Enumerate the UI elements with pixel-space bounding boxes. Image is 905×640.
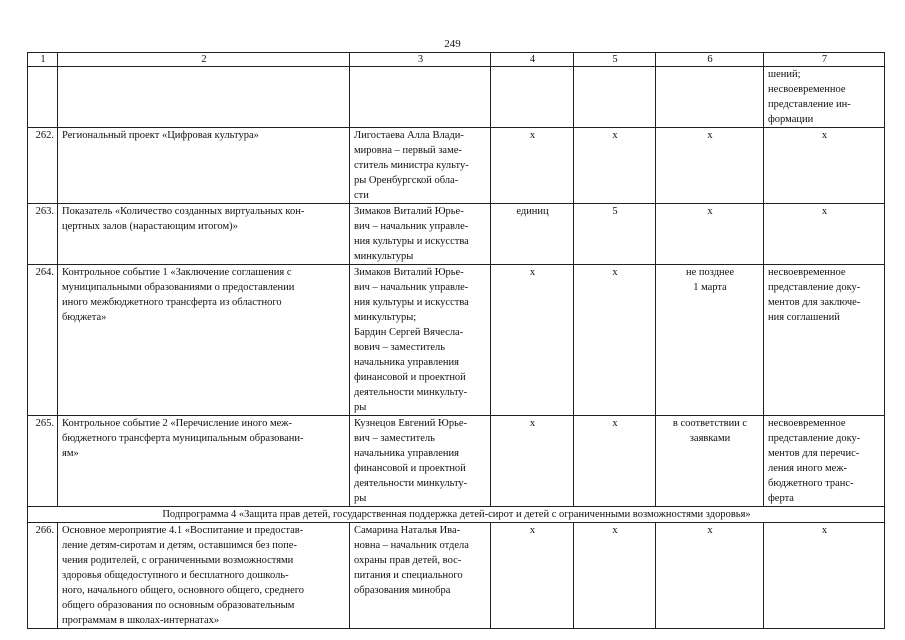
row-term: в соответствии с заявками (656, 416, 764, 507)
subprogram-row (28, 507, 885, 523)
subprogram-heading: Подпрограмма 4 «Защита прав детей, государственная поддержка детей-сирот и детей с ограниченными возможностями здоровья» (28, 507, 885, 523)
row-name: Контрольное событие 2 «Перечисление иного меж- бюджетного трансферта муниципальным образовани- ям» (58, 416, 350, 507)
row-risk: х (764, 128, 885, 204)
row-risk: х (764, 204, 885, 265)
row-term: х (656, 523, 764, 629)
header-cell: 3 (350, 53, 491, 67)
row-unit (491, 67, 574, 128)
row-unit: х (491, 265, 574, 416)
header-cell: 7 (764, 53, 885, 67)
table-row (28, 265, 885, 416)
row-term: х (656, 204, 764, 265)
row-responsible: Лигостаева Алла Влади- мировна – первый заме- ститель министра культу- ры Оренбургской обла- сти (350, 128, 491, 204)
row-name: Показатель «Количество созданных виртуальных кон- цертных залов (нарастающим итогом)» (58, 204, 350, 265)
row-name: Основное мероприятие 4.1 «Воспитание и предостав- ление детям-сиротам и детям, оставшимся без попе- чения родителей, с ограниченными возможностями здоровья общедоступного и бесплатного дошколь- ного, начального общего, основного общего, среднего общего образования по основным образовательным программам в школах-интернатах» (58, 523, 350, 629)
row-name: Региональный проект «Цифровая культура» (58, 128, 350, 204)
row-name (58, 67, 350, 128)
table-row (28, 128, 885, 204)
row-risk: шений; несвоевременное представление ин- формации (764, 67, 885, 128)
header-cell: 2 (58, 53, 350, 67)
row-value (574, 67, 656, 128)
row-unit: х (491, 128, 574, 204)
table-row (28, 67, 885, 128)
row-value: х (574, 128, 656, 204)
row-risk: х (764, 523, 885, 629)
row-responsible: Самарина Наталья Ива- новна – начальник отдела охраны прав детей, вос- питания и специального образования минобра (350, 523, 491, 629)
header-cell: 4 (491, 53, 574, 67)
row-value: х (574, 523, 656, 629)
row-term (656, 67, 764, 128)
table-row (28, 416, 885, 507)
row-number (28, 67, 58, 128)
row-value: 5 (574, 204, 656, 265)
row-number: 264. (28, 265, 58, 416)
header-cell: 5 (574, 53, 656, 67)
row-unit: х (491, 416, 574, 507)
header-row (28, 53, 885, 67)
header-cell: 1 (28, 53, 58, 67)
row-number: 265. (28, 416, 58, 507)
header-cell: 6 (656, 53, 764, 67)
row-value: х (574, 416, 656, 507)
table-row (28, 523, 885, 629)
row-term: не позднее 1 марта (656, 265, 764, 416)
row-responsible (350, 67, 491, 128)
row-name: Контрольное событие 1 «Заключение соглашения с муниципальными образованиями о предоставлении иного межбюджетного трансферта из областного бюджета» (58, 265, 350, 416)
row-number: 263. (28, 204, 58, 265)
row-responsible: Зимаков Виталий Юрье- вич – начальник управле- ния культуры и искусства минкультуры (350, 204, 491, 265)
document-table (27, 52, 885, 629)
row-responsible: Зимаков Виталий Юрье- вич – начальник управле- ния культуры и искусства минкультуры; Бардин Сергей Вячесла- вович – заместитель начальника управления финансовой и проектной деятельности минкульту- ры (350, 265, 491, 416)
row-risk: несвоевременное представление доку- ментов для перечис- ления иного меж- бюджетного транс- ферта (764, 416, 885, 507)
row-unit: х (491, 523, 574, 629)
row-unit: единиц (491, 204, 574, 265)
page-number: 249 (444, 38, 461, 50)
row-term: х (656, 128, 764, 204)
row-value: х (574, 265, 656, 416)
row-number: 262. (28, 128, 58, 204)
row-responsible: Кузнецов Евгений Юрье- вич – заместитель начальника управления финансовой и проектной деятельности минкульту- ры (350, 416, 491, 507)
row-number: 266. (28, 523, 58, 629)
table-row (28, 204, 885, 265)
row-risk: несвоевременное представление доку- ментов для заключе- ния соглашений (764, 265, 885, 416)
